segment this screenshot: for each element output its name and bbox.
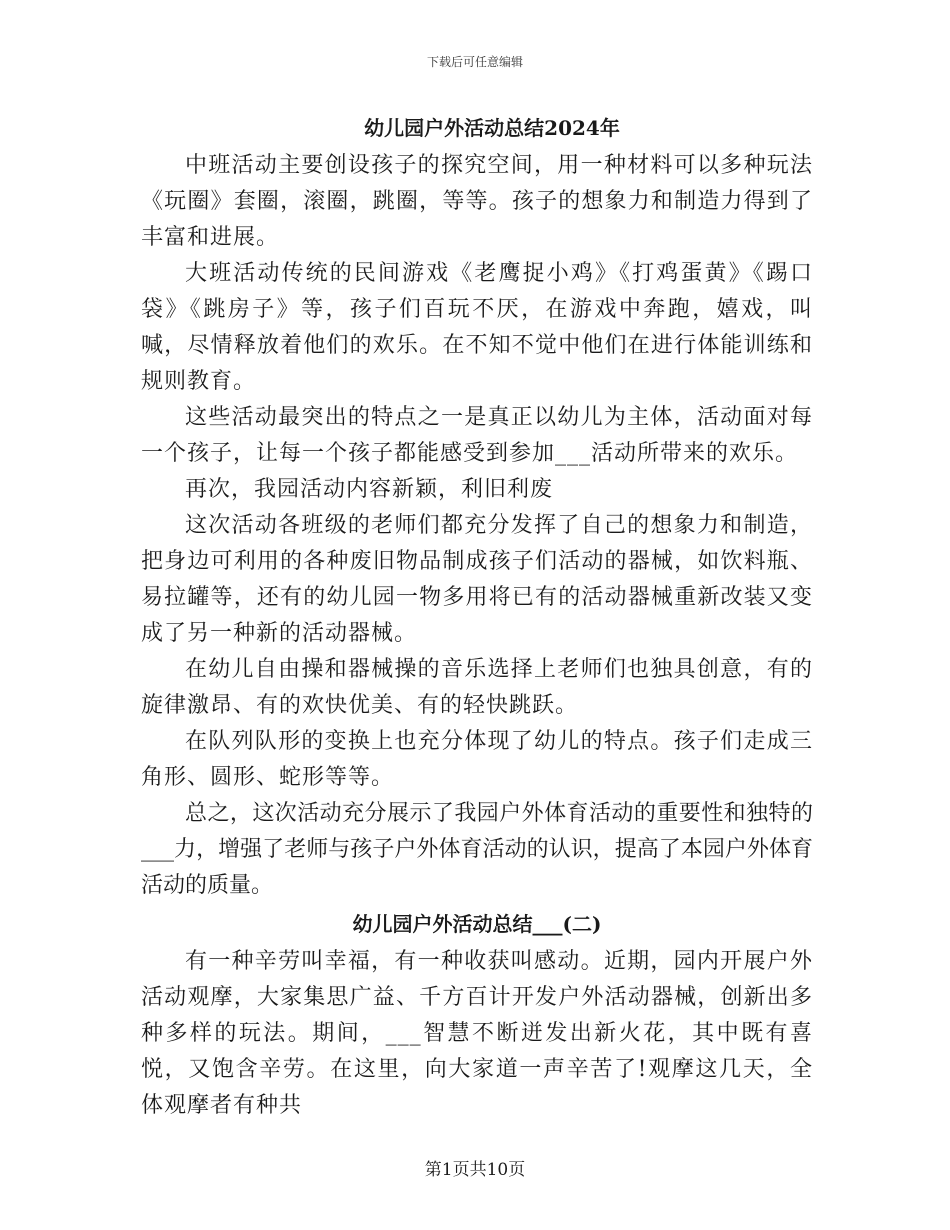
page-header-note: 下载后可任意编辑 (426, 55, 523, 69)
section1-paragraph-3: 这些活动最突出的特点之一是真正以幼儿为主体，活动面对每一个孩子，让每一个孩子都能感受到参加___活动所带来的欢乐。 (141, 405, 813, 466)
section2-paragraph-1: 有一种辛劳叫幸福，有一种收获叫感动。近期，园内开展户外活动观摩，大家集思广益、千方百计开发户外活动器械，创新出多种多样的玩法。期间，___智慧不断迸发出新火花，其中既有喜悦，又饱含辛劳。在这里，向大家道一声辛苦了!观摩这几天，全体观摩者有种共 (141, 949, 813, 1118)
section1-paragraph-5: 这次活动各班级的老师们都充分发挥了自己的想象力和制造，把身边可利用的各种废旧物品制成孩子们活动的器械，如饮料瓶、易拉罐等，还有的幼儿园一物多用将已有的活动器械重新改装又变成了另一种新的活动器械。 (141, 513, 813, 646)
section1-paragraph-8: 总之，这次活动充分展示了我园户外体育活动的重要性和独特的___力，增强了老师与孩子户外体育活动的认识，提高了本园户外体育活动的质量。 (141, 801, 813, 898)
page-number: 第1页共10页 (424, 1160, 526, 1180)
section1-paragraph-7: 在队列队形的变换上也充分体现了幼儿的特点。孩子们走成三角形、圆形、蛇形等等。 (141, 729, 813, 790)
section1-paragraph-4: 再次，我园活动内容新颖，利旧利废 (185, 477, 554, 502)
section1-paragraph-6: 在幼儿自由操和器械操的音乐选择上老师们也独具创意，有的旋律激昂、有的欢快优美、有的轻快跳跃。 (141, 657, 813, 718)
section2-title: 幼儿园户外活动总结___(二) (352, 912, 602, 936)
section1-title: 幼儿园户外活动总结2024年 (364, 116, 620, 140)
section1-paragraph-1: 中班活动主要创设孩子的探究空间，用一种材料可以多种玩法《玩圈》套圈，滚圈，跳圈，等等。孩子的想象力和制造力得到了丰富和进展。 (141, 153, 813, 250)
document-body (141, 108, 813, 1124)
section1-paragraph-2: 大班活动传统的民间游戏《老鹰捉小鸡》《打鸡蛋黄》《踢口袋》《跳房子》等，孩子们百玩不厌，在游戏中奔跑，嬉戏，叫喊，尽情释放着他们的欢乐。在不知不觉中他们在进行体能训练和规则教育。 (141, 261, 813, 394)
